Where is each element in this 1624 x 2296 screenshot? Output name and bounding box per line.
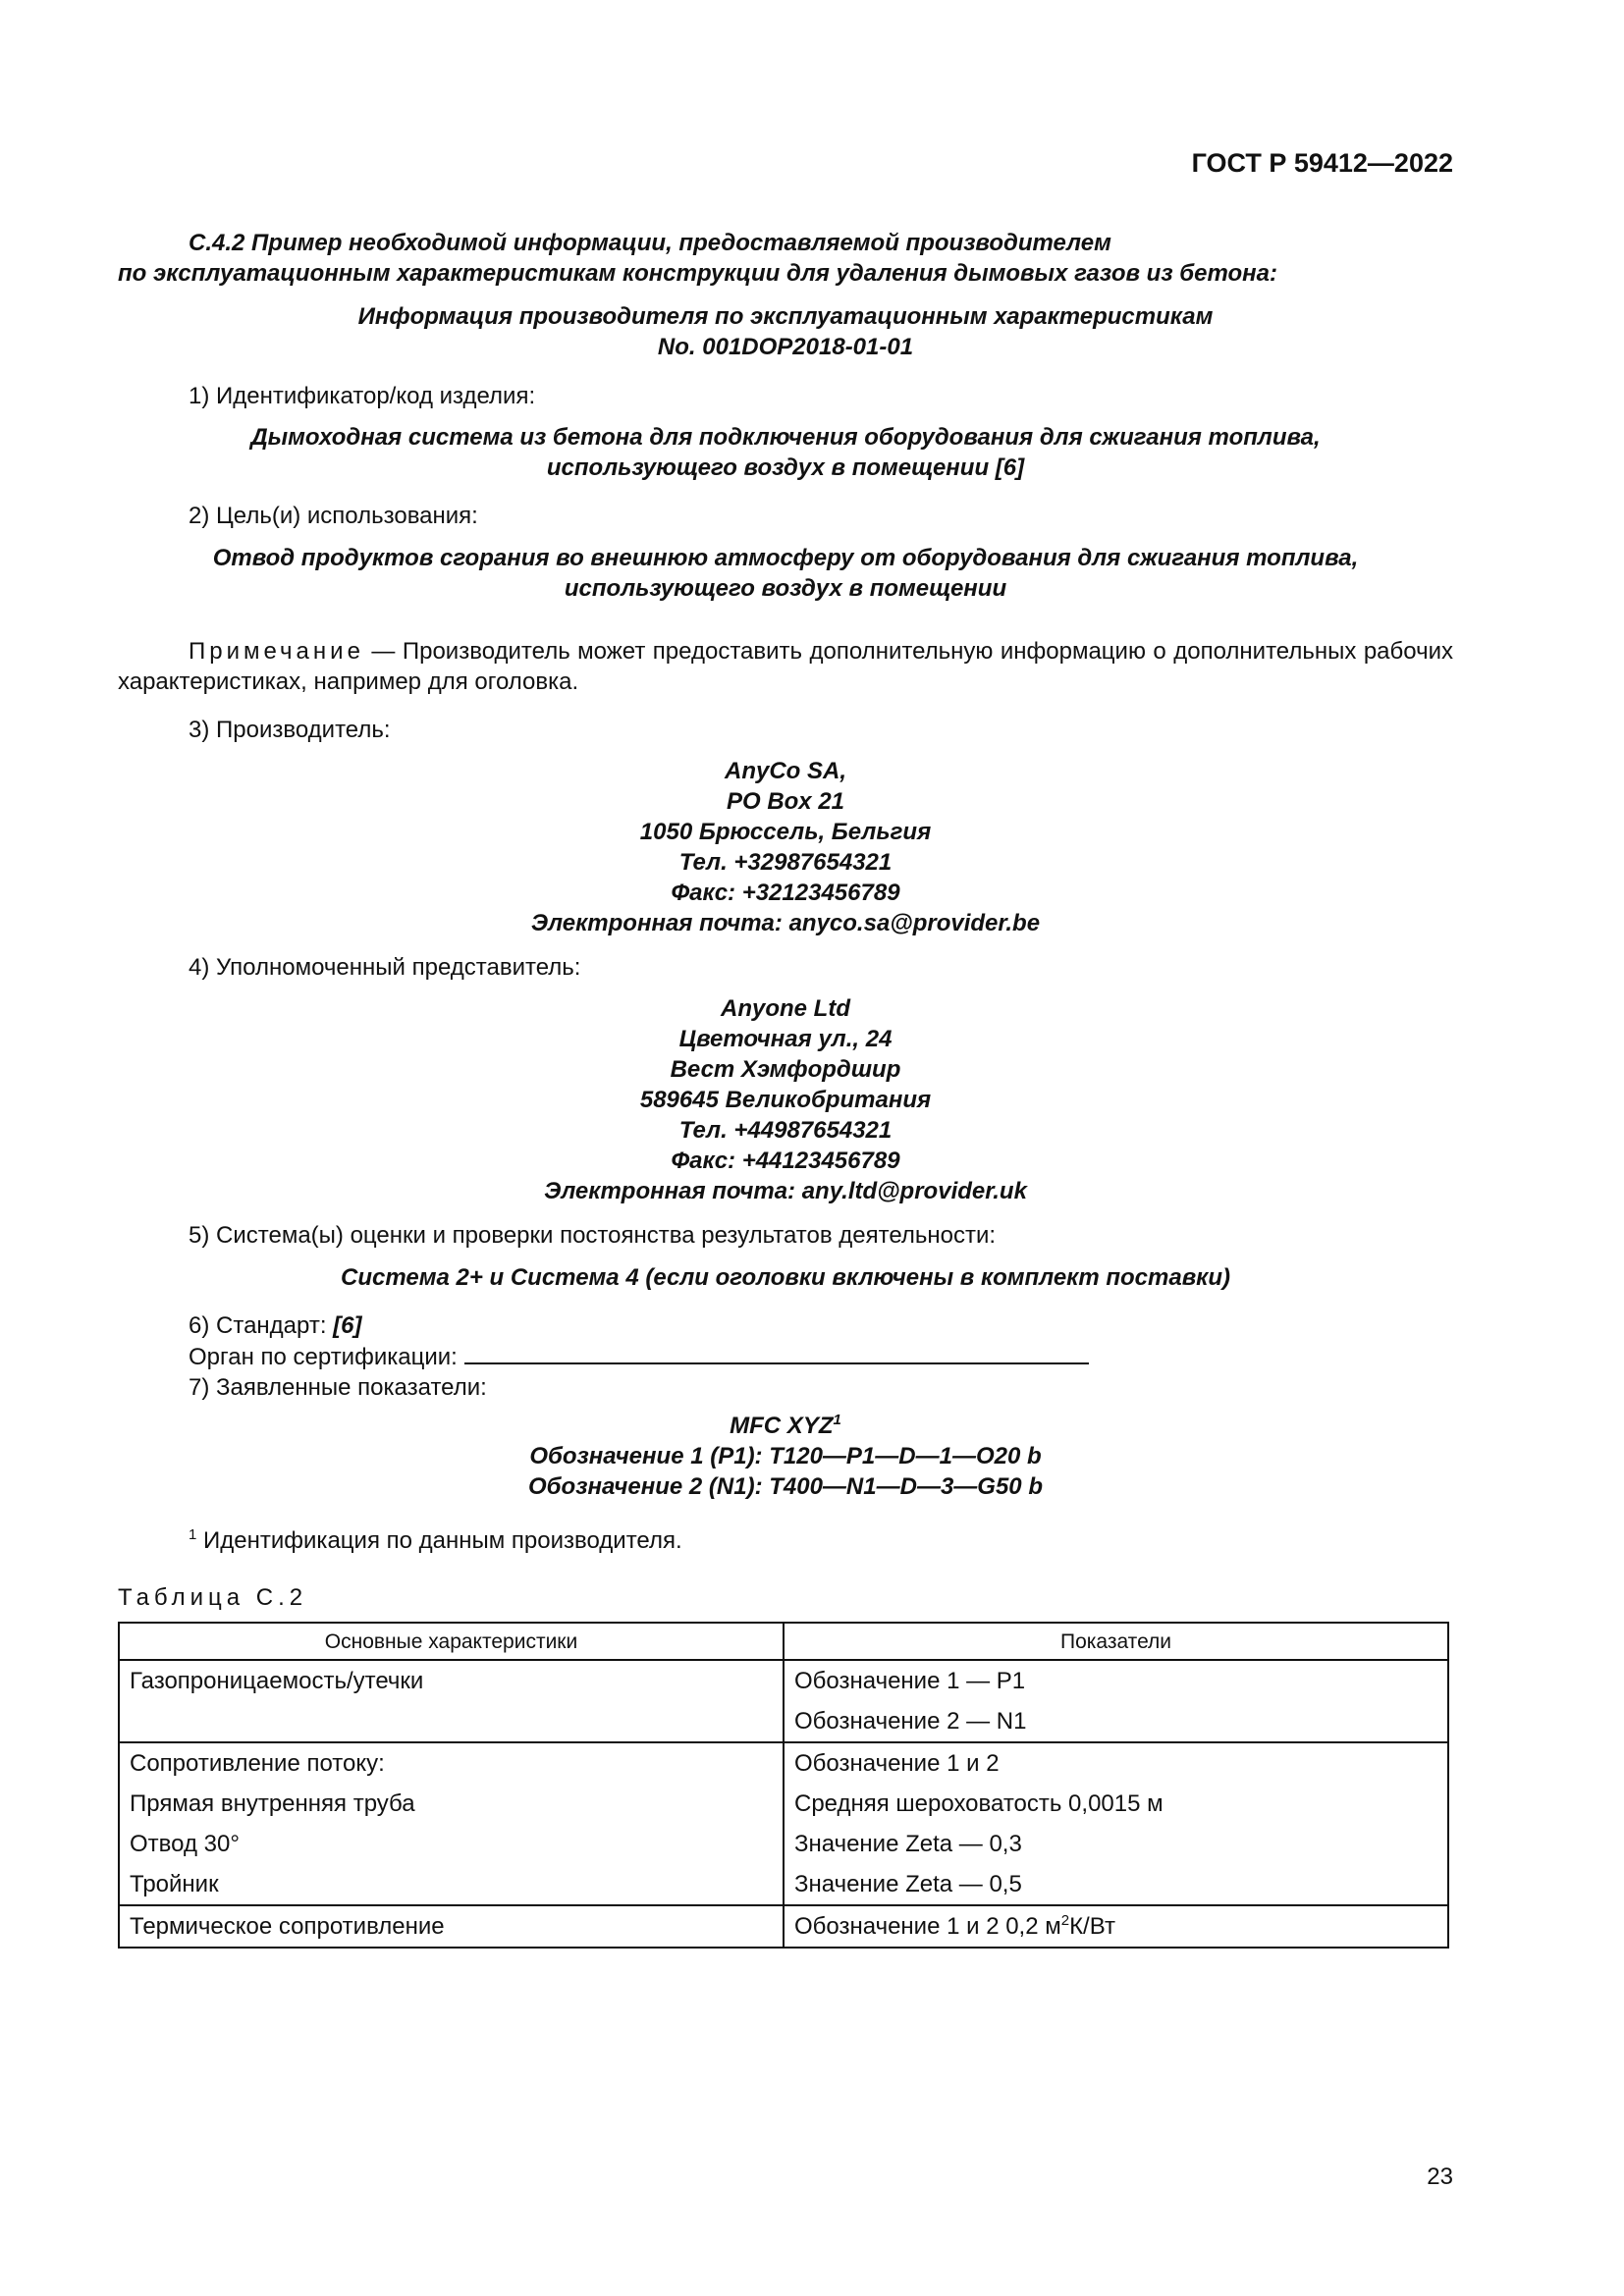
table-cell: Сопротивление потоку: Прямая внутренняя труба Отвод 30° Тройник	[119, 1742, 784, 1905]
address-line: Вест Хэмфордшир	[670, 1056, 901, 1083]
doc-title	[118, 301, 1453, 362]
item3-label: 3) Производитель:	[189, 717, 391, 743]
designation-2: Обозначение 2 (N1): T400—N1—D—3—G50 b	[528, 1473, 1043, 1500]
section-intro-line2: по эксплуатационным характеристикам конструкции для удаления дымовых газов из бетона:	[118, 260, 1277, 287]
footnote-marker: 1	[189, 1526, 197, 1543]
table-header-row	[119, 1623, 1448, 1660]
column-header: Показатели	[784, 1623, 1448, 1660]
doc-title-line2: No. 001DOP2018-01-01	[657, 334, 914, 360]
table-row	[119, 1660, 1448, 1742]
item4-label: 4) Уполномоченный представитель:	[189, 954, 581, 981]
item7-label: 7) Заявленные показатели:	[189, 1374, 487, 1401]
table-cell: Обозначение 1 и 2 0,2 $м^2К/Вт$	[784, 1905, 1448, 1948]
footnote-text: Идентификация по данным производителя.	[196, 1527, 682, 1554]
table-row	[119, 1742, 1448, 1905]
section-intro	[118, 228, 1453, 289]
page-number: 23	[1427, 2163, 1453, 2190]
document-id: ГОСТ Р 59412—2022	[1191, 148, 1453, 178]
address-line: Электронная почта: any.ltd@provider.uk	[544, 1178, 1027, 1204]
item2-value-line2: использующего воздух в помещении	[564, 575, 1007, 602]
manufacturer-address	[118, 756, 1453, 938]
item2-value	[118, 543, 1453, 604]
item1-value-line2: использующего воздух в помещении [6]	[546, 454, 1025, 481]
product-name: MFC XYZ$^1$	[730, 1412, 841, 1439]
item5-label: 5) Система(ы) оценки и проверки постоянства результатов деятельности:	[189, 1222, 997, 1249]
table-cell: Термическое сопротивление	[119, 1905, 784, 1948]
item2-label: 2) Цель(и) использования:	[189, 503, 478, 529]
item1-value-line1: Дымоходная система из бетона для подключения оборудования для сжигания топлива,	[250, 424, 1321, 451]
item6-7-block	[189, 1310, 1089, 1403]
note-prefix: Примечание	[189, 638, 364, 665]
item5-value: Система 2+ и Система 4 (если оголовки включены в комплект поставки)	[341, 1264, 1230, 1291]
address-line: Электронная почта: anyco.sa@provider.be	[530, 910, 1041, 936]
standard-ref: [6]	[333, 1312, 362, 1339]
item6-standard: 6) Стандарт: [6]	[189, 1312, 362, 1339]
item2-value-line1: Отвод продуктов сгорания во внешнюю атмосферу от оборудования для сжигания топлива,	[212, 545, 1359, 571]
address-line: Anyone Ltd	[721, 995, 850, 1022]
performance-table	[118, 1622, 1449, 1949]
table-cell: Обозначение 1 — P1 Обозначение 2 — N1	[784, 1660, 1448, 1742]
certification-blank-line	[464, 1341, 1089, 1364]
certification-body: Орган по сертификации:	[189, 1341, 1089, 1372]
address-line: Факс: +44123456789	[671, 1148, 900, 1174]
item1-value	[118, 422, 1453, 483]
address-line: PO Box 21	[726, 788, 845, 815]
address-line: Тел. +44987654321	[678, 1117, 893, 1144]
table-cell: Газопроницаемость/утечки	[119, 1660, 784, 1742]
item1-label: 1) Идентификатор/код изделия:	[189, 383, 536, 409]
address-line: Факс: +32123456789	[671, 880, 900, 906]
column-header: Основные характеристики	[119, 1623, 784, 1660]
doc-title-line1: Информация производителя по эксплуатационным характеристикам	[357, 303, 1214, 330]
note-text: — Производитель может предоставить дополнительную информацию о дополнительных рабочих характеристиках, например для оголовка.	[118, 638, 1453, 695]
address-line: AnyCo SA,	[724, 758, 846, 784]
address-line: Цветочная ул., 24	[678, 1026, 893, 1052]
table-title: Таблица С.2	[118, 1584, 308, 1611]
section-intro-line1: С.4.2 Пример необходимой информации, предоставляемой производителем	[189, 230, 1111, 256]
declared-performance	[118, 1411, 1453, 1502]
note-paragraph	[118, 636, 1453, 697]
representative-address	[118, 993, 1453, 1206]
table-row	[119, 1905, 1448, 1948]
product-footnote-ref: 1	[833, 1412, 841, 1428]
address-line: 589645 Великобритания	[639, 1087, 932, 1113]
footnote	[189, 1525, 682, 1556]
designation-1: Обозначение 1 (P1): T120—P1—D—1—O20 b	[529, 1443, 1042, 1469]
address-line: Тел. +32987654321	[678, 849, 893, 876]
address-line: 1050 Брюссель, Бельгия	[639, 819, 932, 845]
table-cell: Обозначение 1 и 2 Средняя шероховатость 0,0015 м Значение Zeta — 0,3 Значение Zeta — 0,5	[784, 1742, 1448, 1905]
